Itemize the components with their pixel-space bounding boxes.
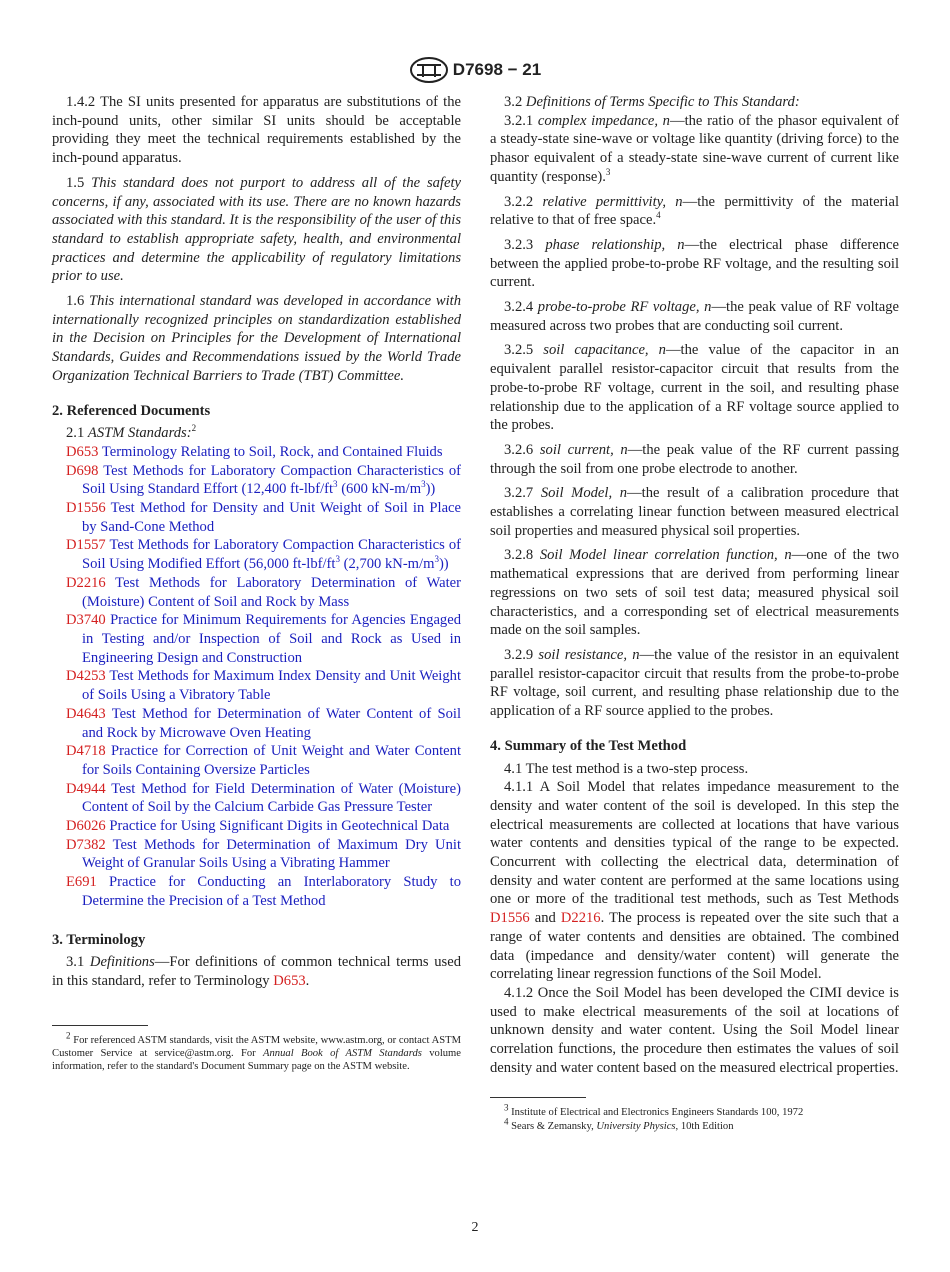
ref-item-d1556[interactable]: D1556 Test Method for Density and Unit Weight of Soil in Place by Sand-Cone Method (66, 500, 462, 535)
para-1-5: 1.5 This standard does not purport to address all of the safety concerns, if any, associated with its use. There are no known hazards associated with this standard. It is the responsibility of the user of this standard to establish appropriate safety, health, and environmental practices and determine the applicability of regulatory limitations prior to use. (52, 174, 461, 285)
def-3-2-8: 3.2.8 Soil Model linear correlation function, n—one of the two mathematical expressions that are derived from performing linear regressions on two sets of soil test data; measured physical soil characteristics, and a corresponding set of electrical measurements made on the soil samples. (490, 547, 900, 639)
def-3-2-5: 3.2.5 soil capacitance, n—the value of the capacitor in an equivalent parallel resistor-capacitor circuit that results from the probe-to-probe RF voltage, current in the soil, and resulting phase relationship due to the application of a RF voltage source applied to the probes. (490, 342, 899, 434)
footnote-divider-right (490, 1097, 586, 1098)
section-4-heading: 4. Summary of the Test Method (490, 737, 687, 754)
ref-item-d7382[interactable]: D7382 Test Methods for Determination of Maximum Dry Unit Weight of Granular Soils Using a Vibrating Hammer (66, 836, 461, 872)
ref-item-d6026[interactable]: D6026 Practice for Using Significant Digits in Geotechnical Data (66, 818, 450, 835)
left-column (52, 93, 461, 1074)
def-3-2-9: 3.2.9 soil resistance, n—the value of the resistor in an equivalent parallel resistor-capacitor circuit that results from the probe-to-probe RF voltage, soil current, and resulting phase relationship due to the application of a RF source applied to the probes. (490, 646, 900, 720)
section-2-heading: 2. Referenced Documents (52, 402, 211, 419)
footnote-4: $^4$ Sears & Zemansky, University Physics, 10th Edition (504, 1116, 734, 1132)
link-d2216[interactable]: D2216 (560, 910, 601, 927)
ref-item-d698[interactable]: D698 Test Methods for Laboratory Compaction Characteristics of Soil Using Standard Effort (12,400 $ft-lbf/ft^3$ (600 $kN-m/m^3$)) (66, 462, 461, 498)
para-4-1: 4.1 The test method is a two-step process. (504, 760, 749, 777)
def-3-2-4: 3.2.4 probe-to-probe RF voltage, n—the peak value of RF voltage measured across two probes that are conducting soil current. (490, 299, 899, 334)
def-3-2-3: 3.2.3 phase relationship, n—the electrical phase difference between the applied probe-to-probe RF voltage, and the resulting soil current. (490, 236, 899, 291)
ref-item-d4718[interactable]: D4718 Practice for Correction of Unit Weight and Water Content for Soils Containing Oversize Particles (66, 743, 461, 778)
reference-list (52, 443, 461, 911)
para-4-1-2: 4.1.2 Once the Soil Model has been developed the CIMI device is used to make electrical measurements of the soil at locations of unknown density and water content. Using the Soil Model linear correlation functions, the procedure then estimates the values of soil density and water content based on the measured electrical properties. (490, 984, 899, 1076)
footnote-3: $^3$ Institute of Electrical and Electronics Engineers Standards 100, 1972 (504, 1102, 804, 1119)
para-1-6: 1.6 This international standard was developed in accordance with internationally recognized principles on standardization established in the Decision on Principles for the Development of International Standards, Guides and Recommendations issued by the World Trade Organization Technical Barriers to Trade (TBT) Committee. (52, 293, 462, 384)
right-column (490, 93, 899, 1133)
ref-item-d4944[interactable]: D4944 Test Method for Field Determination of Water (Moisture) Content of Soil by the Calcium Carbide Gas Pressure Tester (66, 780, 461, 816)
ref-item-d1557[interactable]: D1557 Test Methods for Laboratory Compaction Characteristics of Soil Using Modified Effort (56,000 $ft-lbf/ft^3$ (2,700 $kN-m/m^3$)) (66, 537, 461, 573)
ref-item-d4643[interactable]: D4643 Test Method for Determination of Water Content of Soil and Rock by Microwave Oven Heating (66, 705, 461, 741)
page-number: 2 (471, 1220, 479, 1235)
link-d653[interactable]: D653 (273, 972, 306, 989)
astm-logo-icon (409, 57, 449, 83)
para-3-1: 3.1 Definitions—For definitions of common technical terms used in this standard, refer to Terminology D653. (52, 954, 462, 989)
def-3-2-7: 3.2.7 Soil Model, n—the result of a calibration procedure that establishes a correlating linear function between measured electrical soil properties and measured physical soil properties. (490, 485, 899, 539)
def-3-2-6: 3.2.6 soil current, n—the peak value of the RF current passing through the soil from one probe electrode to another. (490, 441, 899, 477)
link-d1556[interactable]: D1556 (490, 910, 530, 927)
def-3-2-1: 3.2.1 complex impedance, n—the ratio of the phasor equivalent of a steady-state sine-wave or voltage like quantity (driving force) to the phasor equivalent of a steady-state sine-wave current of current like quantity (response).$^3$ (490, 112, 899, 185)
footnote-divider (52, 1025, 148, 1026)
para-4-1-1: 4.1.1 A Soil Model that relates impedance measurement to the density and water content of the soil is developed. In this step the electrical measurements are collected at locations that have various water contents and densities typical of the range to be expected. Concurrent with collecting the electrical data, determination of density and water content are performed at the same locations using one or more of the traditional test methods, such as Test Methods D1556 and D2216. The process is repeated over the site such that a range of water contents and densities are obtained. The combined data (impedance and density/water content) will generate the correlating linear regression functions of the Soil Model. (490, 779, 899, 983)
para-2-1: 2.1 ASTM Standards:$^2$ (66, 423, 197, 442)
para-3-2: 3.2 Definitions of Terms Specific to This Standard: (504, 94, 800, 110)
ref-item-d2216[interactable]: D2216 Test Methods for Laboratory Determination of Water (Moisture) Content of Soil and Rock by Mass (66, 574, 461, 610)
document-id: D7698 − 21 (452, 60, 542, 79)
def-3-2-2: 3.2.2 relative permittivity, n—the permittivity of the material relative to that of free space.$^4$ (490, 193, 900, 229)
footnote-2: $^2$ For referenced ASTM standards, visit the ASTM website, www.astm.org, or contact ASTM Customer Service at service@astm.org. For Annual Book of ASTM Standards volume information, refer to the standard's Document Summary page on the ASTM website. (52, 1030, 462, 1073)
para-1-4-2: 1.4.2 The SI units presented for apparatus are substitutions of the inch-pound units, other similar SI units should be acceptable providing they meet the technical requirements established by the inch-pound apparatus. (52, 94, 461, 167)
ref-item-d4253[interactable]: D4253 Test Methods for Maximum Index Density and Unit Weight of Soils Using a Vibratory Table (66, 668, 462, 704)
ref-item-d3740[interactable]: D3740 Practice for Minimum Requirements for Agencies Engaged in Testing and/or Inspection of Soil and Rock as Used in Engineering Design and Construction (66, 612, 461, 666)
ref-item-d653[interactable]: D653 Terminology Relating to Soil, Rock, and Contained Fluids (66, 443, 443, 460)
section-3-heading: 3. Terminology (52, 931, 146, 948)
page-header (0, 57, 950, 83)
ref-item-e691[interactable]: E691 Practice for Conducting an Interlaboratory Study to Determine the Precision of a Test Method (66, 874, 461, 909)
